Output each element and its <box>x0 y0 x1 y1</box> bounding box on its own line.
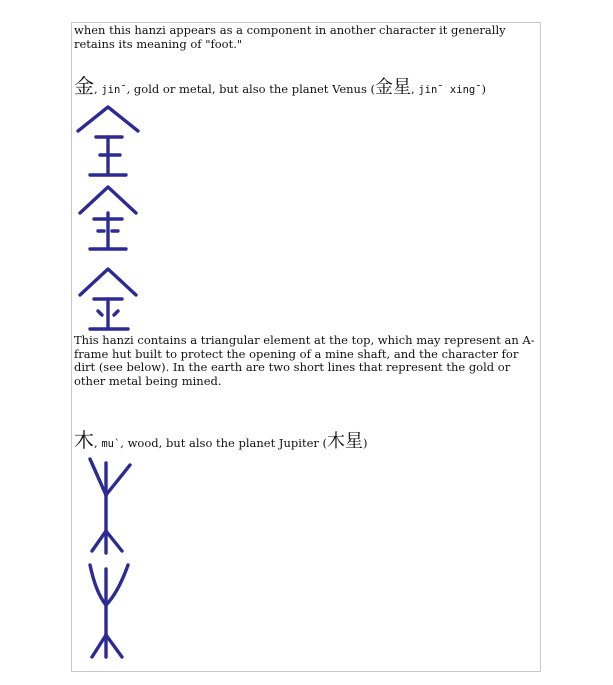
mu-sep-2: , <box>120 436 124 450</box>
mu-glyph-2 <box>90 565 128 657</box>
jin-sep-2: , <box>126 82 131 96</box>
jin-entry <box>74 70 486 99</box>
jin-gloss: gold or metal, but also the planet Venus ( <box>133 82 376 96</box>
mu-sep-1: , <box>94 436 98 450</box>
mu-hanzi: 木 <box>74 428 94 452</box>
mu-close-paren: ) <box>363 436 368 450</box>
jin-hanzi: 金 <box>74 74 94 98</box>
mu-gloss: wood, but also the planet Jupiter ( <box>127 436 328 450</box>
intro-paragraph: when this hanzi appears as a component in another character it generally retains its meaning of "foot." <box>74 23 506 51</box>
jin-evolution-illustration <box>74 103 144 333</box>
document-page <box>71 22 541 672</box>
mu-planet-hanzi: 木星 <box>327 431 364 452</box>
jin-sep-3: , <box>411 82 415 96</box>
jin-glyph-3 <box>80 269 136 329</box>
jin-sep-1: , <box>94 82 98 96</box>
jin-planet-hanzi: 金星 <box>375 77 412 98</box>
jin-glyph-2 <box>80 187 136 249</box>
mu-pinyin: mu` <box>101 438 121 450</box>
jin-pinyin: jin¯ <box>101 84 127 96</box>
mu-entry <box>74 424 368 453</box>
jin-glyph-1 <box>78 107 138 175</box>
mu-glyph-1 <box>90 459 130 553</box>
jin-close-paren: ) <box>481 82 487 96</box>
jin-planet-pinyin: jin¯ xing¯ <box>418 84 482 96</box>
jin-description: This hanzi contains a triangular element at the top, which may represent an A-frame hut built to protect the opening of a mine shaft, and the character for dirt (see below). In the earth are two short lines that represent the gold or other metal being mined. <box>74 333 535 388</box>
mu-evolution-illustration <box>86 455 136 660</box>
